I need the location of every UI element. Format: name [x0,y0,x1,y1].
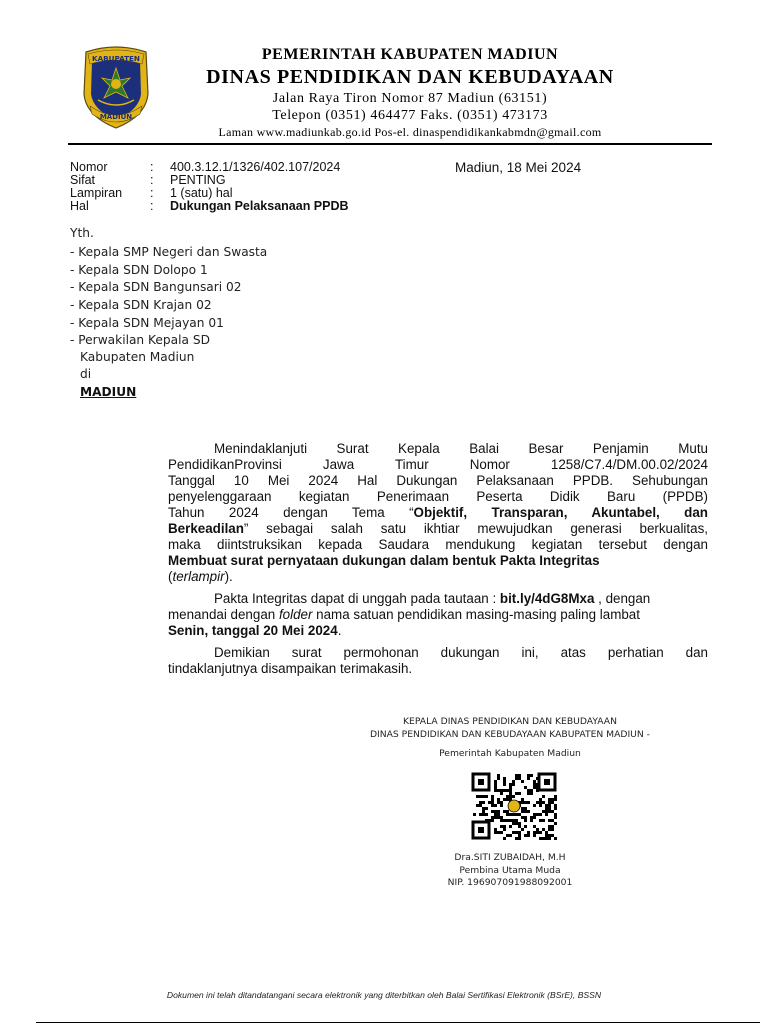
body-p1-line6-text: ” sebagai salah satu ikhtiar mewujudkan generasi berkualitas, [243,521,708,536]
body-p2-text: Pakta Integritas dapat di unggah pada tautaan : [214,591,500,606]
meta-colon: : [150,173,154,187]
body-p1-theme-end: Berkeadilan [168,521,244,536]
body-p1-line [168,505,708,521]
signatory-rank: Pembina Utama Muda [459,865,561,876]
meta-colon: : [150,199,154,213]
recipient-item: - Perwakilan Kepala SD [70,333,210,347]
signature-title-3: Pemerintah Kabupaten Madiun [439,748,581,759]
signatory-name: Dra.SITI ZUBAIDAH, M.H [454,852,566,863]
recipient-item: - Kepala SMP Negeri dan Swasta [70,245,268,259]
recipient-city: MADIUN [80,385,137,399]
footer-divider [36,1022,760,1023]
letterhead-address: Jalan Raya Tiron Nomor 87 Madiun (63151) [272,91,548,106]
body-p1-theme-intro: Tahun 2024 dengan Tema “ [168,505,414,520]
recipient-item: - Kepala SDN Bangunsari 02 [70,280,242,294]
letterhead-phone: Telepon (0351) 464477 Faks. (0351) 473173 [272,108,548,123]
recipient-item: - Kepala SDN Mejayan 01 [70,316,224,330]
body-p1-paren-close: ). [224,569,233,584]
signature-title-2: DINAS PENDIDIKAN DAN KEBUDAYAAN KABUPATEN MADIUN - [369,729,650,740]
body-p2-line [168,591,708,607]
recipient-item: - Kepala SDN Krajan 02 [70,298,212,312]
meta-colon: : [150,186,154,200]
electronic-signature-note: Dokumen ini telah ditandatangani secara elektronik yang diterbitkan oleh Balai Sertifikasi Elektronik (BSrE), BSSN [166,990,602,1000]
body-p1-attached: terlampir [172,569,225,584]
body-p2-folder: folder [278,607,313,622]
signature-title-1: KEPALA DINAS PENDIDIKAN DAN KEBUDAYAAN [403,716,617,727]
body-p2-line [168,607,708,623]
meta-colon: : [150,160,154,174]
letterhead-government: PEMERINTAH KABUPATEN MADIUN [261,46,559,63]
body-p3-line: tindaklanjutnya disampaikan terimakasih. [168,661,413,676]
signature-qr-code [471,772,557,840]
meta-sifat-label: Sifat [70,173,96,187]
body-p1-line [168,569,708,585]
recipient-greeting: Yth. [70,226,94,240]
body-p2-text: menandai dengan [168,607,279,622]
signatory-nip: NIP. 196907091988092001 [447,877,573,888]
letterhead-agency: DINAS PENDIDIKAN DAN KEBUDAYAAN [206,66,614,88]
letter-date: Madiun, 18 Mei 2024 [455,160,582,175]
body-p1-line: penyelenggaraan kegiatan Penerimaan Peserta Didik Baru (PPDB) [168,489,708,504]
body-p2-link: bit.ly/4dG8Mxa [499,591,595,606]
recipient-di: di [80,367,92,381]
meta-hal-value: Dukungan Pelaksanaan PPDB [170,199,349,213]
meta-sifat-value: PENTING [170,173,226,187]
logo-text-bottom: MADIUN [99,113,133,121]
meta-lampiran-label: Lampiran [70,186,123,200]
body-p1-paren-open: ( [168,569,173,584]
meta-lampiran-value: 1 (satu) hal [170,186,233,200]
body-p3-line: Demikian surat permohonan dukungan ini, atas perhatian dan [214,645,708,660]
logo-text-top: KABUPATEN [92,54,140,63]
body-p2-text-end: nama satuan pendidikan masing-masing paling lambat [312,607,640,622]
body-p1-line [168,521,708,537]
letterhead-website-email: Laman www.madiunkab.go.id Pos-el. dinaspendidikankabmdn@gmail.com [218,125,602,139]
meta-hal-label: Hal [70,199,89,213]
meta-nomor-label: Nomor [70,160,108,174]
body-p2-text-end: , dengan [594,591,651,606]
meta-nomor-value: 400.3.12.1/1326/402.107/2024 [170,160,341,174]
body-p1-instruction: Membuat surat pernyataan dukungan dalam bentuk Pakta Integritas [168,553,600,568]
recipient-item: - Kepala SDN Dolopo 1 [70,263,208,277]
body-p1-theme-bold: Objektif, Transparan, Akuntabel, dan [413,505,708,520]
body-p2-line [168,623,708,639]
body-p1-line: Menindaklanjuti Surat Kepala Balai Besar Penjamin Mutu [214,441,708,456]
letterhead-divider [68,143,712,145]
body-p2-deadline: Senin, tanggal 20 Mei 2024 [168,623,338,638]
body-p2-period: . [337,623,342,638]
body-p1-line: Tanggal 10 Mei 2024 Hal Dukungan Pelaksanaan PPDB. Sehubungan [168,473,708,488]
body-p1-line: maka diintstruksikan kepada Saudara mendukung kegiatan tersebut dengan [168,537,708,552]
body-p1-line: PendidikanProvinsi Jawa Timur Nomor 1258/C7.4/DM.00.02/2024 [168,457,708,472]
recipient-region: Kabupaten Madiun [80,350,195,364]
